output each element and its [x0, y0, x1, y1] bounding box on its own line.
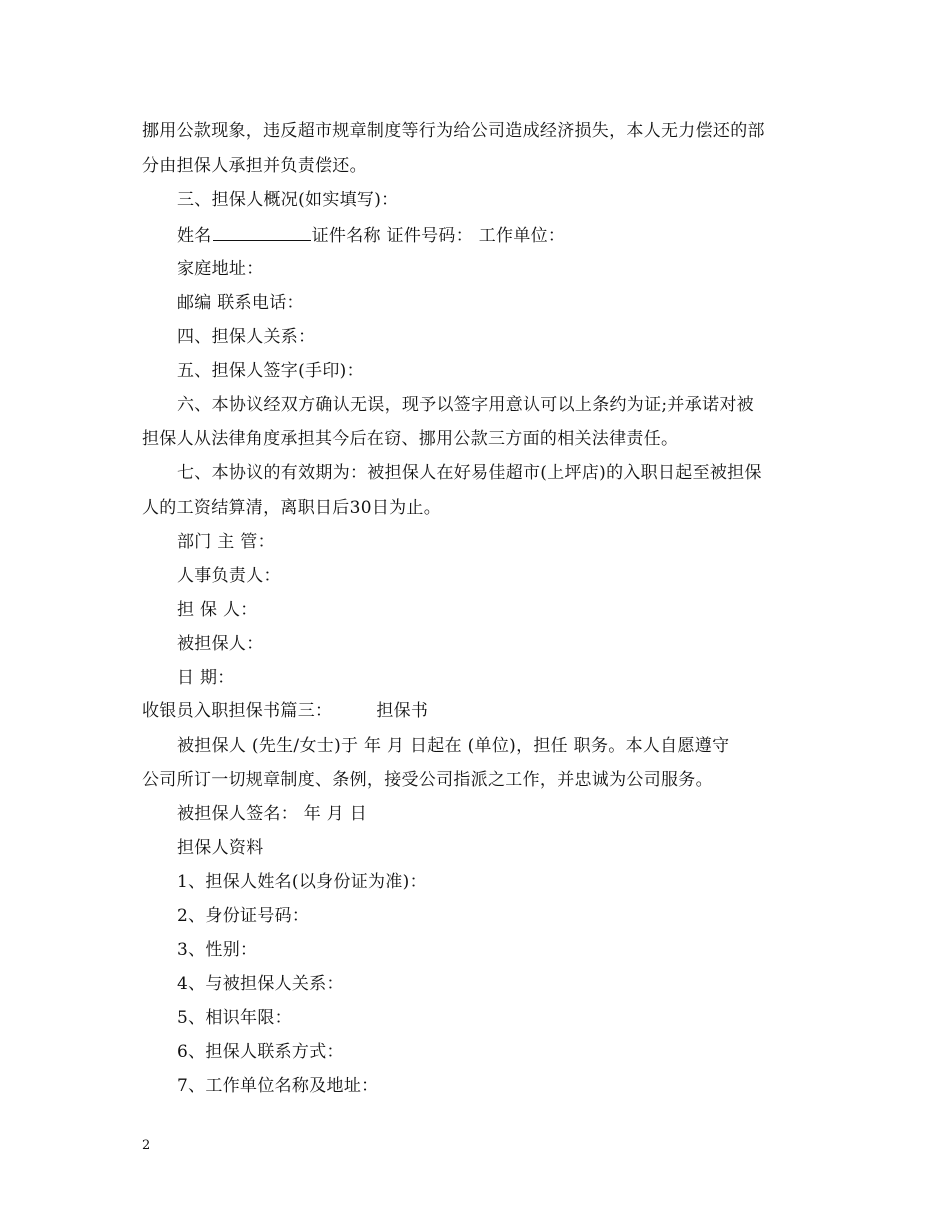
guarantor-label: 担 保 人： [177, 600, 258, 620]
list-item: 2、身份证号码： [177, 906, 310, 926]
guarantor-info-heading: 担保人资料 [177, 838, 264, 858]
paragraph-line: 六、本协议经双方确认无误，现予以签字用意认可以上条约为证;并承诺对被 [177, 395, 754, 415]
list-item: 1、担保人姓名(以身份证为准)： [177, 872, 427, 892]
section-title: 收银员入职担保书篇三： [142, 701, 333, 721]
guaranteed-person-label: 被担保人： [177, 634, 264, 654]
paragraph-line: 担保人从法律角度承担其今后在窃、挪用公款三方面的相关法律责任。 [142, 429, 679, 449]
id-fields-label: 证件名称 证件号码： 工作单位： [311, 226, 566, 246]
paragraph-line: 公司所订一切规章制度、条例，接受公司指派之工作，并忠诚为公司服务。 [142, 770, 713, 790]
name-label: 姓名 [177, 226, 212, 246]
list-item: 5、相识年限： [177, 1008, 292, 1028]
department-head-label: 部门 主 管： [177, 532, 275, 552]
document-title: 担保书 [376, 701, 429, 721]
hr-manager-label: 人事负责人： [177, 566, 281, 586]
section-heading-guarantor-overview: 三、担保人概况(如实填写)： [177, 190, 399, 210]
paragraph-line: 分由担保人承担并负责偿还。 [142, 156, 367, 176]
guaranteed-signature-label: 被担保人签名： 年 月 日 [177, 804, 368, 824]
section-title-row [142, 700, 428, 722]
home-address-label: 家庭地址： [177, 259, 264, 279]
date-label: 日 期： [177, 668, 235, 688]
section-heading-signature: 五、担保人签字(手印)： [177, 361, 364, 381]
paragraph-line: 挪用公款现象，违反超市规章制度等行为给公司造成经济损失，本人无力偿还的部 [142, 121, 765, 141]
list-item: 3、性别： [177, 940, 258, 960]
name-blank [213, 224, 311, 241]
paragraph-line: 被担保人 (先生/女士)于 年 月 日起在 (单位)，担任 职务。本人自愿遵守 [177, 736, 730, 756]
postcode-phone-label: 邮编 联系电话： [177, 293, 304, 313]
paragraph-line: 人的工资结算清，离职日后30日为止。 [142, 498, 442, 518]
guarantor-name-row [177, 224, 565, 247]
list-item: 7、工作单位名称及地址： [177, 1076, 379, 1096]
page-number: 2 [142, 1138, 151, 1153]
section-heading-relationship: 四、担保人关系： [177, 327, 316, 347]
list-item: 4、与被担保人关系： [177, 974, 344, 994]
paragraph-line: 七、本协议的有效期为：被担保人在好易佳超市(上坪店)的入职日起至被担保 [177, 463, 762, 483]
list-item: 6、担保人联系方式： [177, 1042, 344, 1062]
